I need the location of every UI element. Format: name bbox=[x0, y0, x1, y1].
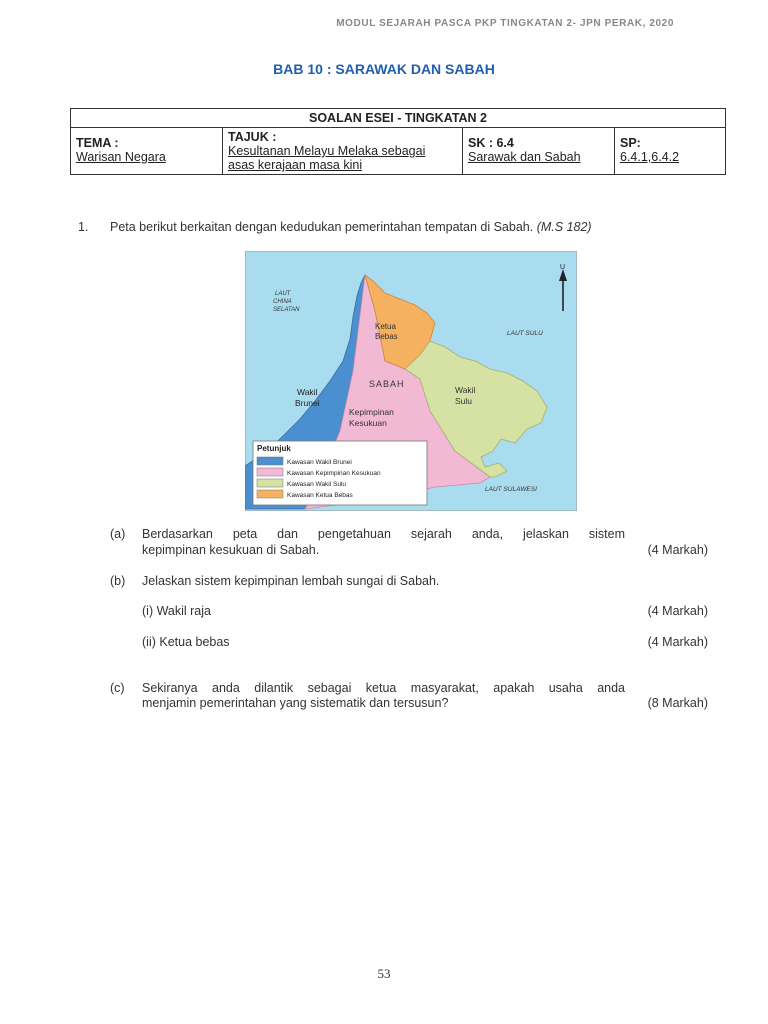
legend-label: Kawasan Wakil Sulu bbox=[287, 481, 347, 488]
legend-swatch bbox=[257, 468, 283, 476]
part-b-i-marks: (4 Markah) bbox=[647, 604, 708, 618]
page-number: 53 bbox=[377, 966, 391, 981]
tajuk-cell bbox=[223, 128, 463, 175]
label-wakil-brunei-2: Brunei bbox=[295, 398, 320, 408]
part-a-line-1 bbox=[142, 527, 625, 541]
label-ketua-2: Bebas bbox=[375, 332, 398, 341]
info-table bbox=[70, 108, 726, 175]
running-head: MODUL SEJARAH PASCA PKP TINGKATAN 2- JPN PERAK, 2020 bbox=[336, 18, 674, 29]
label-wakil-sulu-1: Wakil bbox=[455, 385, 476, 395]
legend-swatch bbox=[257, 457, 283, 465]
question-reference: (M.S 182) bbox=[536, 220, 592, 234]
part-c-line-2: menjamin pemerintahan yang sistematik dan tersusun? bbox=[142, 696, 449, 710]
sp-cell bbox=[615, 128, 726, 175]
label-wakil-sulu-2: Sulu bbox=[455, 396, 473, 406]
part-a-line-2: kepimpinan kesukuan di Sabah. bbox=[142, 543, 320, 557]
legend-title: Petunjuk bbox=[257, 444, 291, 453]
part-b-i-text: (i) Wakil raja bbox=[142, 604, 211, 618]
tajuk-value-1: Kesultanan Melayu Melaka sebagai bbox=[228, 144, 426, 158]
tema-value: Warisan Negara bbox=[76, 150, 166, 164]
part-a-text-1: Berdasarkan peta dan pengetahuan sejarah anda, jelaskan sistem bbox=[142, 527, 625, 541]
part-c-label: (c) bbox=[110, 681, 125, 695]
part-a-marks: (4 Markah) bbox=[647, 543, 708, 557]
label-wakil-brunei-1: Wakil bbox=[297, 387, 318, 397]
question-number: 1. bbox=[78, 220, 89, 234]
info-table-heading: SOALAN ESEI - TINGKATAN 2 bbox=[71, 109, 726, 128]
sea-label-2: CHINA bbox=[273, 299, 292, 305]
sp-label: SP: bbox=[620, 136, 641, 150]
sk-value: Sarawak dan Sabah bbox=[468, 150, 581, 164]
part-a-label: (a) bbox=[110, 527, 126, 541]
legend-swatch bbox=[257, 490, 283, 498]
part-b-ii-text: (ii) Ketua bebas bbox=[142, 635, 230, 649]
sk-cell bbox=[463, 128, 615, 175]
sea-label-sulu: LAUT SULU bbox=[507, 330, 543, 337]
sea-label-3: SELATAN bbox=[273, 307, 300, 313]
sp-value: 6.4.1,6.4.2 bbox=[620, 150, 680, 164]
label-kesukuan-2: Kesukuan bbox=[349, 418, 387, 428]
tajuk-label: TAJUK : bbox=[228, 130, 277, 144]
north-label: U bbox=[560, 264, 566, 271]
part-b-text: Jelaskan sistem kepimpinan lembah sungai di Sabah. bbox=[142, 574, 440, 588]
part-c-text-1: Sekiranya anda dilantik sebagai ketua masyarakat, apakah usaha anda bbox=[142, 681, 625, 695]
part-c-marks: (8 Markah) bbox=[647, 696, 708, 710]
tajuk-value-2: asas kerajaan masa kini bbox=[228, 158, 363, 172]
legend-label: Kawasan Wakil Brunei bbox=[287, 459, 352, 466]
question-text: Peta berikut berkaitan dengan kedudukan pemerintahan tempatan di Sabah. bbox=[110, 220, 534, 234]
label-kesukuan-1: Kepimpinan bbox=[349, 407, 394, 417]
part-c-line-1 bbox=[142, 681, 625, 695]
legend-label: Kawasan Kepimpinan Kesukuan bbox=[287, 470, 381, 477]
legend-label: Kawasan Ketua Bebas bbox=[287, 492, 353, 499]
legend-swatch bbox=[257, 479, 283, 487]
map-legend bbox=[253, 441, 427, 505]
part-b-label: (b) bbox=[110, 574, 126, 588]
sabah-map bbox=[245, 251, 577, 511]
tema-label: TEMA : bbox=[76, 136, 119, 150]
sea-label-sulawesi: LAUT SULAWESI bbox=[485, 486, 537, 493]
tema-cell bbox=[71, 128, 223, 175]
sea-label-1: LAUT bbox=[275, 291, 291, 297]
chapter-title: BAB 10 : SARAWAK DAN SABAH bbox=[273, 61, 495, 77]
sk-label: SK : 6.4 bbox=[468, 136, 514, 150]
label-sabah: SABAH bbox=[369, 379, 405, 389]
part-b-ii-marks: (4 Markah) bbox=[647, 635, 708, 649]
question-1 bbox=[78, 220, 698, 234]
label-ketua-1: Ketua bbox=[375, 322, 396, 331]
